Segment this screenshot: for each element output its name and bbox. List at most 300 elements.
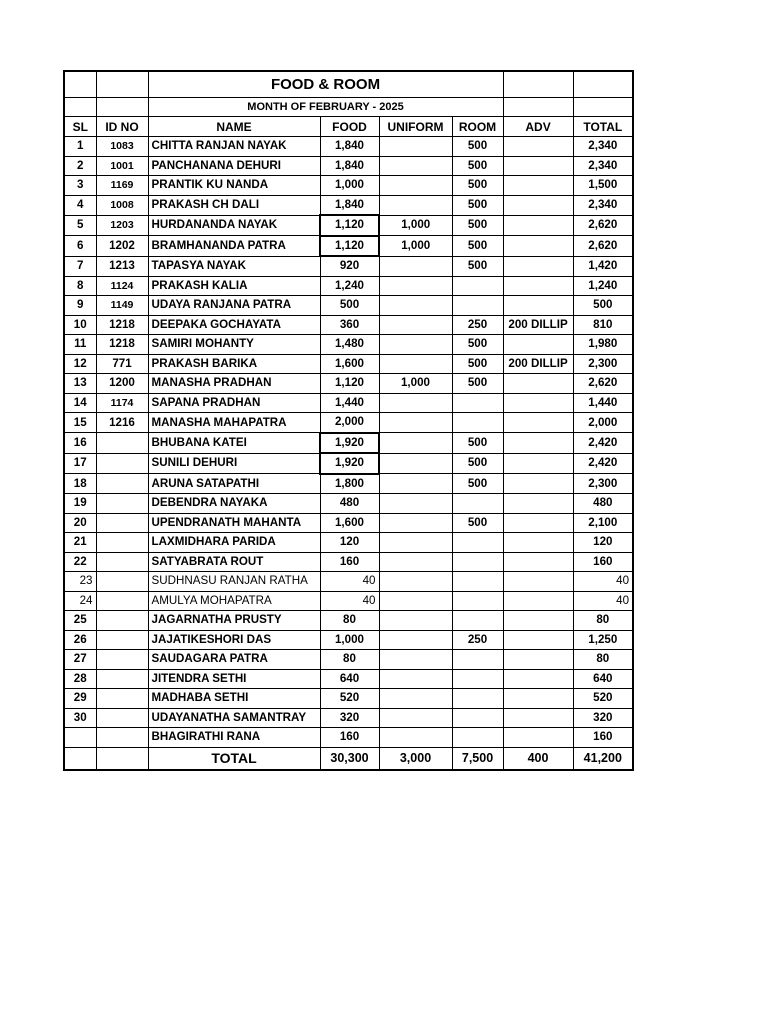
row-food: 1,600 — [320, 513, 379, 533]
row-total: 1,250 — [573, 630, 633, 650]
row-id: 1149 — [96, 296, 148, 316]
row-uniform — [379, 669, 452, 689]
row-adv: 200 DILLIP — [503, 354, 573, 374]
row-room — [452, 494, 503, 514]
totals-uniform: 3,000 — [379, 747, 452, 770]
row-name: BRAMHANANDA PATRA — [148, 236, 320, 257]
row-uniform: 1,000 — [379, 215, 452, 236]
row-adv — [503, 276, 573, 296]
header-room: ROOM — [452, 117, 503, 137]
row-sl: 11 — [64, 335, 96, 355]
row-name: JITENDRA SETHI — [148, 669, 320, 689]
row-uniform — [379, 572, 452, 592]
row-total: 1,440 — [573, 393, 633, 413]
row-id: 1001 — [96, 156, 148, 176]
row-room: 500 — [452, 513, 503, 533]
table-row — [64, 137, 633, 157]
row-id — [96, 572, 148, 592]
row-adv — [503, 335, 573, 355]
row-adv — [503, 215, 573, 236]
row-uniform — [379, 393, 452, 413]
row-room: 500 — [452, 474, 503, 494]
row-adv — [503, 374, 573, 394]
row-name: PRANTIK KU NANDA — [148, 176, 320, 196]
row-name: SUNILI DEHURI — [148, 453, 320, 474]
row-name: DEEPAKA GOCHAYATA — [148, 315, 320, 335]
row-food: 500 — [320, 296, 379, 316]
row-adv — [503, 611, 573, 631]
table-row — [64, 494, 633, 514]
row-name: MADHABA SETHI — [148, 689, 320, 709]
row-id — [96, 494, 148, 514]
row-food: 520 — [320, 689, 379, 709]
row-food: 1,000 — [320, 176, 379, 196]
header-food: FOOD — [320, 117, 379, 137]
row-sl: 23 — [64, 572, 96, 592]
row-uniform — [379, 533, 452, 553]
row-room: 500 — [452, 236, 503, 257]
row-id — [96, 591, 148, 611]
row-id: 1200 — [96, 374, 148, 394]
row-name: PRAKASH BARIKA — [148, 354, 320, 374]
row-total: 2,000 — [573, 413, 633, 433]
table-row — [64, 453, 633, 474]
table-row — [64, 335, 633, 355]
row-sl: 4 — [64, 195, 96, 215]
table-row — [64, 354, 633, 374]
row-food: 1,920 — [320, 453, 379, 474]
row-total: 80 — [573, 611, 633, 631]
row-id: 1083 — [96, 137, 148, 157]
row-name: UDAYA RANJANA PATRA — [148, 296, 320, 316]
row-name: UPENDRANATH MAHANTA — [148, 513, 320, 533]
row-uniform — [379, 689, 452, 709]
row-food: 1,440 — [320, 393, 379, 413]
row-uniform — [379, 433, 452, 454]
row-total: 40 — [573, 591, 633, 611]
row-uniform — [379, 276, 452, 296]
row-sl: 6 — [64, 236, 96, 257]
table-row — [64, 669, 633, 689]
row-food: 920 — [320, 256, 379, 276]
food-room-table — [63, 70, 634, 771]
row-room: 500 — [452, 453, 503, 474]
row-adv: 200 DILLIP — [503, 315, 573, 335]
row-uniform — [379, 315, 452, 335]
totals-food: 30,300 — [320, 747, 379, 770]
row-adv — [503, 474, 573, 494]
row-sl: 25 — [64, 611, 96, 631]
row-sl: 9 — [64, 296, 96, 316]
row-sl: 8 — [64, 276, 96, 296]
row-sl: 28 — [64, 669, 96, 689]
row-room: 500 — [452, 256, 503, 276]
row-food: 1,920 — [320, 433, 379, 454]
row-food: 1,840 — [320, 137, 379, 157]
row-uniform — [379, 335, 452, 355]
row-food: 120 — [320, 533, 379, 553]
row-uniform — [379, 513, 452, 533]
row-name: SAMIRI MOHANTY — [148, 335, 320, 355]
row-uniform: 1,000 — [379, 236, 452, 257]
row-adv — [503, 572, 573, 592]
row-adv — [503, 591, 573, 611]
row-uniform — [379, 156, 452, 176]
row-sl: 27 — [64, 650, 96, 670]
row-total: 1,500 — [573, 176, 633, 196]
row-name: SATYABRATA ROUT — [148, 552, 320, 572]
row-uniform — [379, 474, 452, 494]
table-row — [64, 728, 633, 748]
row-sl: 12 — [64, 354, 96, 374]
row-room: 500 — [452, 374, 503, 394]
table-row — [64, 256, 633, 276]
row-id — [96, 630, 148, 650]
row-adv — [503, 494, 573, 514]
table-row — [64, 433, 633, 454]
row-room — [452, 591, 503, 611]
row-sl: 21 — [64, 533, 96, 553]
totals-total: 41,200 — [573, 747, 633, 770]
row-sl: 17 — [64, 453, 96, 474]
row-adv — [503, 296, 573, 316]
row-total: 160 — [573, 552, 633, 572]
row-food: 1,000 — [320, 630, 379, 650]
table-row — [64, 315, 633, 335]
row-uniform — [379, 591, 452, 611]
row-name: JAGARNATHA PRUSTY — [148, 611, 320, 631]
row-food: 80 — [320, 650, 379, 670]
row-adv — [503, 513, 573, 533]
table-row — [64, 630, 633, 650]
month-row — [64, 98, 633, 117]
row-total: 120 — [573, 533, 633, 553]
header-name: NAME — [148, 117, 320, 137]
row-food: 2,000 — [320, 413, 379, 433]
row-sl: 18 — [64, 474, 96, 494]
table-row — [64, 708, 633, 728]
table-row — [64, 689, 633, 709]
row-adv — [503, 156, 573, 176]
row-name: JAJATIKESHORI DAS — [148, 630, 320, 650]
row-food: 40 — [320, 572, 379, 592]
table-row — [64, 276, 633, 296]
row-sl: 3 — [64, 176, 96, 196]
row-name: LAXMIDHARA PARIDA — [148, 533, 320, 553]
row-room: 500 — [452, 137, 503, 157]
row-food: 1,120 — [320, 374, 379, 394]
row-room — [452, 689, 503, 709]
row-sl: 5 — [64, 215, 96, 236]
row-adv — [503, 650, 573, 670]
row-id: 1203 — [96, 215, 148, 236]
row-sl: 2 — [64, 156, 96, 176]
row-name: PRAKASH KALIA — [148, 276, 320, 296]
row-total: 1,420 — [573, 256, 633, 276]
row-adv — [503, 433, 573, 454]
row-room — [452, 552, 503, 572]
totals-adv: 400 — [503, 747, 573, 770]
table-row — [64, 215, 633, 236]
row-uniform — [379, 494, 452, 514]
row-id — [96, 533, 148, 553]
row-sl: 24 — [64, 591, 96, 611]
row-id — [96, 474, 148, 494]
row-uniform — [379, 728, 452, 748]
row-food: 80 — [320, 611, 379, 631]
table-row — [64, 156, 633, 176]
table-row — [64, 474, 633, 494]
row-total: 2,620 — [573, 374, 633, 394]
row-room — [452, 728, 503, 748]
row-uniform — [379, 137, 452, 157]
row-adv — [503, 689, 573, 709]
table-row — [64, 591, 633, 611]
table-row — [64, 572, 633, 592]
row-name: BHUBANA KATEI — [148, 433, 320, 454]
row-name: HURDANANDA NAYAK — [148, 215, 320, 236]
row-id — [96, 689, 148, 709]
row-uniform: 1,000 — [379, 374, 452, 394]
table-row — [64, 374, 633, 394]
row-room — [452, 393, 503, 413]
row-uniform — [379, 650, 452, 670]
row-sl: 16 — [64, 433, 96, 454]
row-room: 500 — [452, 156, 503, 176]
row-adv — [503, 195, 573, 215]
row-total: 520 — [573, 689, 633, 709]
row-name: CHITTA RANJAN NAYAK — [148, 137, 320, 157]
row-food: 640 — [320, 669, 379, 689]
row-total: 500 — [573, 296, 633, 316]
row-room: 500 — [452, 195, 503, 215]
row-total: 80 — [573, 650, 633, 670]
row-adv — [503, 176, 573, 196]
row-id — [96, 728, 148, 748]
table-row — [64, 176, 633, 196]
table-row — [64, 513, 633, 533]
row-name: MANASHA MAHAPATRA — [148, 413, 320, 433]
row-food: 480 — [320, 494, 379, 514]
row-room — [452, 413, 503, 433]
table-row — [64, 552, 633, 572]
row-total: 2,340 — [573, 195, 633, 215]
row-id — [96, 513, 148, 533]
row-room: 500 — [452, 354, 503, 374]
row-room — [452, 276, 503, 296]
row-sl: 20 — [64, 513, 96, 533]
row-id — [96, 669, 148, 689]
row-name: AMULYA MOHAPATRA — [148, 591, 320, 611]
row-room — [452, 650, 503, 670]
row-food: 1,600 — [320, 354, 379, 374]
row-adv — [503, 552, 573, 572]
row-adv — [503, 533, 573, 553]
totals-label: TOTAL — [148, 747, 320, 770]
row-food: 360 — [320, 315, 379, 335]
row-total: 1,980 — [573, 335, 633, 355]
row-total: 2,100 — [573, 513, 633, 533]
row-sl: 14 — [64, 393, 96, 413]
row-uniform — [379, 296, 452, 316]
row-id — [96, 611, 148, 631]
row-food: 320 — [320, 708, 379, 728]
totals-room: 7,500 — [452, 747, 503, 770]
table-row — [64, 296, 633, 316]
row-sl: 26 — [64, 630, 96, 650]
row-total: 810 — [573, 315, 633, 335]
row-sl: 13 — [64, 374, 96, 394]
row-name: MANASHA PRADHAN — [148, 374, 320, 394]
row-id: 1218 — [96, 315, 148, 335]
row-uniform — [379, 611, 452, 631]
row-room: 500 — [452, 335, 503, 355]
header-row — [64, 117, 633, 137]
row-name: ARUNA SATAPATHI — [148, 474, 320, 494]
row-total: 2,420 — [573, 433, 633, 454]
row-id — [96, 453, 148, 474]
row-id: 1216 — [96, 413, 148, 433]
row-food: 1,480 — [320, 335, 379, 355]
header-sl: SL — [64, 117, 96, 137]
header-adv: ADV — [503, 117, 573, 137]
row-adv — [503, 669, 573, 689]
table-row — [64, 393, 633, 413]
row-id — [96, 708, 148, 728]
row-name: SUDHNASU RANJAN RATHA — [148, 572, 320, 592]
row-total: 320 — [573, 708, 633, 728]
table-row — [64, 650, 633, 670]
title-row — [64, 71, 633, 98]
row-uniform — [379, 708, 452, 728]
table-row — [64, 611, 633, 631]
sheet-title: FOOD & ROOM — [148, 71, 503, 98]
row-room: 250 — [452, 315, 503, 335]
row-total: 2,300 — [573, 354, 633, 374]
row-room: 500 — [452, 176, 503, 196]
totals-row — [64, 747, 633, 770]
row-total: 2,420 — [573, 453, 633, 474]
row-adv — [503, 630, 573, 650]
row-name: SAPANA PRADHAN — [148, 393, 320, 413]
sheet-subtitle: MONTH OF FEBRUARY - 2025 — [148, 98, 503, 117]
row-sl: 1 — [64, 137, 96, 157]
row-id: 1202 — [96, 236, 148, 257]
row-total: 2,300 — [573, 474, 633, 494]
row-adv — [503, 728, 573, 748]
table-row — [64, 236, 633, 257]
row-uniform — [379, 413, 452, 433]
row-food: 160 — [320, 728, 379, 748]
row-food: 1,240 — [320, 276, 379, 296]
row-adv — [503, 393, 573, 413]
row-room — [452, 533, 503, 553]
row-adv — [503, 453, 573, 474]
row-name: TAPASYA NAYAK — [148, 256, 320, 276]
row-sl: 29 — [64, 689, 96, 709]
row-adv — [503, 708, 573, 728]
row-total: 640 — [573, 669, 633, 689]
row-adv — [503, 413, 573, 433]
header-id: ID NO — [96, 117, 148, 137]
table-row — [64, 413, 633, 433]
row-total: 40 — [573, 572, 633, 592]
row-room — [452, 611, 503, 631]
row-uniform — [379, 453, 452, 474]
row-id — [96, 433, 148, 454]
row-adv — [503, 137, 573, 157]
row-id: 1174 — [96, 393, 148, 413]
table-row — [64, 195, 633, 215]
row-food: 160 — [320, 552, 379, 572]
row-uniform — [379, 176, 452, 196]
row-uniform — [379, 630, 452, 650]
row-sl: 10 — [64, 315, 96, 335]
row-total: 2,620 — [573, 236, 633, 257]
row-name: UDAYANATHA SAMANTRAY — [148, 708, 320, 728]
row-sl — [64, 728, 96, 748]
row-id — [96, 552, 148, 572]
row-name: SAUDAGARA PATRA — [148, 650, 320, 670]
row-id — [96, 650, 148, 670]
row-name: PRAKASH CH DALI — [148, 195, 320, 215]
row-uniform — [379, 354, 452, 374]
row-room — [452, 296, 503, 316]
row-id: 1008 — [96, 195, 148, 215]
row-room: 500 — [452, 215, 503, 236]
row-room — [452, 572, 503, 592]
row-total: 160 — [573, 728, 633, 748]
row-uniform — [379, 552, 452, 572]
row-room: 250 — [452, 630, 503, 650]
row-total: 480 — [573, 494, 633, 514]
row-total: 1,240 — [573, 276, 633, 296]
row-id: 1169 — [96, 176, 148, 196]
row-name: BHAGIRATHI RANA — [148, 728, 320, 748]
table-row — [64, 533, 633, 553]
row-food: 1,840 — [320, 195, 379, 215]
row-total: 2,340 — [573, 137, 633, 157]
row-room — [452, 708, 503, 728]
row-total: 2,340 — [573, 156, 633, 176]
row-food: 1,120 — [320, 215, 379, 236]
row-uniform — [379, 256, 452, 276]
row-total: 2,620 — [573, 215, 633, 236]
row-room — [452, 669, 503, 689]
row-food: 1,800 — [320, 474, 379, 494]
row-sl: 7 — [64, 256, 96, 276]
row-id: 771 — [96, 354, 148, 374]
row-sl: 22 — [64, 552, 96, 572]
row-food: 40 — [320, 591, 379, 611]
row-adv — [503, 256, 573, 276]
header-total: TOTAL — [573, 117, 633, 137]
header-uniform: UNIFORM — [379, 117, 452, 137]
row-id: 1218 — [96, 335, 148, 355]
row-adv — [503, 236, 573, 257]
row-name: DEBENDRA NAYAKA — [148, 494, 320, 514]
row-sl: 15 — [64, 413, 96, 433]
row-sl: 19 — [64, 494, 96, 514]
row-id: 1124 — [96, 276, 148, 296]
row-room: 500 — [452, 433, 503, 454]
row-food: 1,840 — [320, 156, 379, 176]
row-name: PANCHANANA DEHURI — [148, 156, 320, 176]
row-sl: 30 — [64, 708, 96, 728]
row-uniform — [379, 195, 452, 215]
row-id: 1213 — [96, 256, 148, 276]
row-food: 1,120 — [320, 236, 379, 257]
